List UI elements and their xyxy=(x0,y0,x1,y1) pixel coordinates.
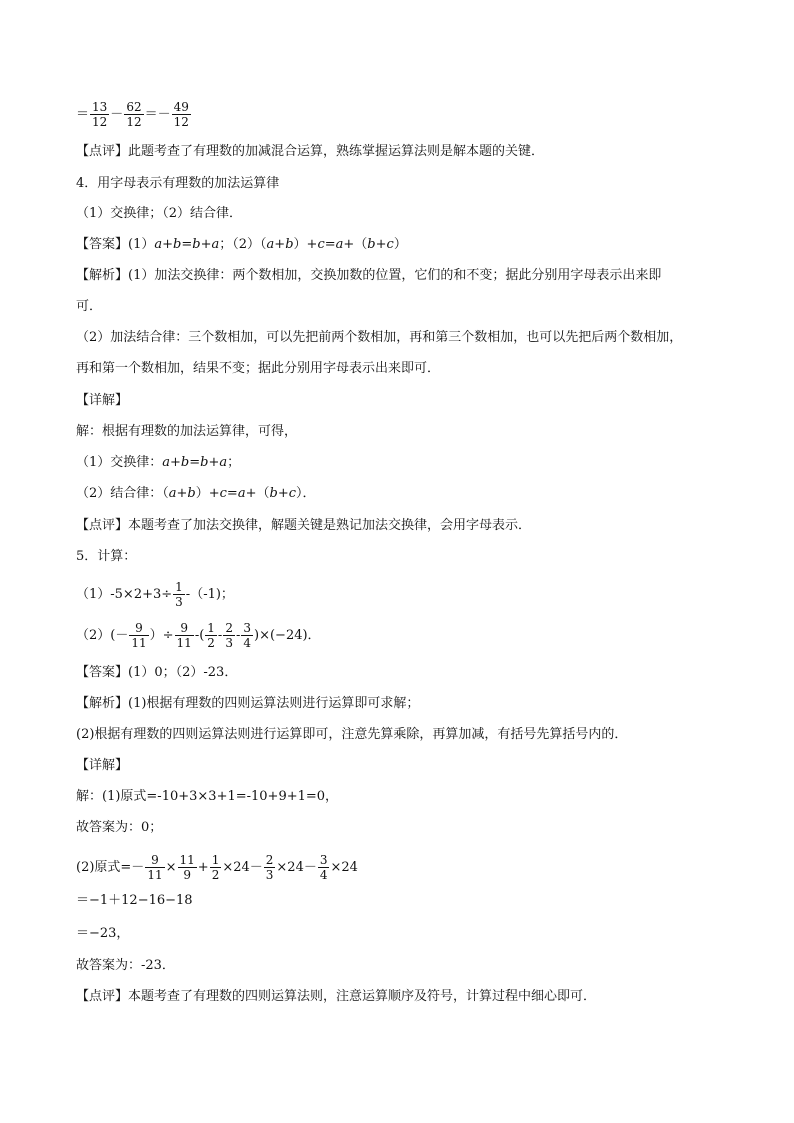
fraction: $\frac{9}{11}$ xyxy=(147,853,163,882)
fraction-equation-line xyxy=(76,100,192,129)
question-5-solution-1: 解：(1)原式=-10+3×3+1=-10+9+1=0， xyxy=(76,789,339,804)
question-5-solution-4: ＝−1＋12−16−18 xyxy=(76,893,193,908)
question-4-solution-1: （1）交换律：a+b=b+a； xyxy=(76,455,241,470)
fraction: $\frac{3}{4}$ xyxy=(319,853,328,882)
minus-sign: － xyxy=(110,107,124,122)
question-5-solution-2: 故答案为：0； xyxy=(76,820,163,835)
fraction: $\frac{13}{12}$ xyxy=(92,100,108,129)
question-4-title: 4．用字母表示有理数的加法运算律 xyxy=(76,176,280,191)
question-5-analysis-1: 【解析】(1)根据有理数的四则运算法则进行运算即可求解； xyxy=(76,696,420,711)
question-4-solution-2: （2）结合律：（a+b）+c=a+（b+c）． xyxy=(76,486,316,501)
fraction: $\frac{1}{2}$ xyxy=(211,853,220,882)
question-5-title: 5．计算： xyxy=(76,549,137,564)
question-5-solution-6: 故答案为：-23． xyxy=(76,958,175,973)
fraction: $\frac{1}{3}$ xyxy=(175,580,183,609)
question-4-analysis-cont: 可． xyxy=(76,299,103,314)
question-4-subparts: （1）交换律；（2）结合律． xyxy=(76,206,243,221)
fraction: $\frac{11}{9}$ xyxy=(179,853,195,882)
fraction: $\frac{2}{3}$ xyxy=(225,621,233,650)
equals-minus: ＝－ xyxy=(144,107,171,122)
fraction: $\frac{1}{2}$ xyxy=(207,621,215,650)
comment-line: 【点评】此题考查了有理数的加减混合运算，熟练掌握运算法则是解本题的关键． xyxy=(76,144,545,159)
fraction: $\frac{3}{4}$ xyxy=(243,621,252,650)
question-5-comment: 【点评】本题考查了有理数的四则运算法则，注意运算顺序及符号，计算过程中细心即可． xyxy=(76,989,597,1004)
fraction: $\frac{2}{3}$ xyxy=(265,853,274,882)
question-5-analysis-2: (2)根据有理数的四则运算法则进行运算即可，注意先算乘除，再算加减，有括号先算括号内的． xyxy=(76,727,628,742)
question-5-detail-heading: 【详解】 xyxy=(76,758,129,773)
question-5-solution-3: (2)原式=－ $\frac{9}{11}$ × $\frac{11}{9}$ + $\frac{1}{2}$ ×24－ $\frac{2}{3}$ ×24－ $\frac{3}{4}$ ×24 xyxy=(76,853,358,882)
fraction: $\frac{62}{12}$ xyxy=(126,100,142,129)
question-4-analysis-2-cont: 再和第一个数相加，结果不变；据此分别用字母表示出来即可． xyxy=(76,361,441,376)
question-4-analysis-2: （2）加法结合律：三个数相加，可以先把前两个数相加，再和第三个数相加，也可以先把后两个数相加， xyxy=(76,330,683,345)
question-4-solution: 解：根据有理数的加法运算律，可得， xyxy=(76,424,298,439)
question-4-analysis: 【解析】(1）加法交换律：两个数相加，交换加数的位置，它们的和不变；据此分别用字母表示出来即 xyxy=(76,268,662,283)
question-4-answer: 【答案】(1）a+b=b+a；（2）（a+b）+c=a+（b+c） xyxy=(76,237,407,252)
question-5-expression-2: （2）(－ $\frac{9}{11}$ ）÷ $\frac{9}{11}$ -( $\frac{1}{2}$ - $\frac{2}{3}$ - $\frac{3}{4}$ )×(−24)． xyxy=(76,621,321,650)
question-5-solution-5: ＝−23， xyxy=(76,926,130,941)
fraction: $\frac{9}{11}$ xyxy=(131,621,147,650)
question-4-comment: 【点评】本题考查了加法交换律，解题关键是熟记加法交换律，会用字母表示． xyxy=(76,518,532,533)
fraction: $\frac{49}{12}$ xyxy=(173,100,189,129)
question-4-detail-heading: 【详解】 xyxy=(76,393,129,408)
question-5-answer: 【答案】(1）0；（2）-23． xyxy=(76,665,238,680)
equals-sign: ＝ xyxy=(76,107,90,122)
question-5-expression-1: （1）-5×2+3÷ $\frac{1}{3}$ -（-1)； xyxy=(76,580,234,609)
fraction: $\frac{9}{11}$ xyxy=(176,621,192,650)
